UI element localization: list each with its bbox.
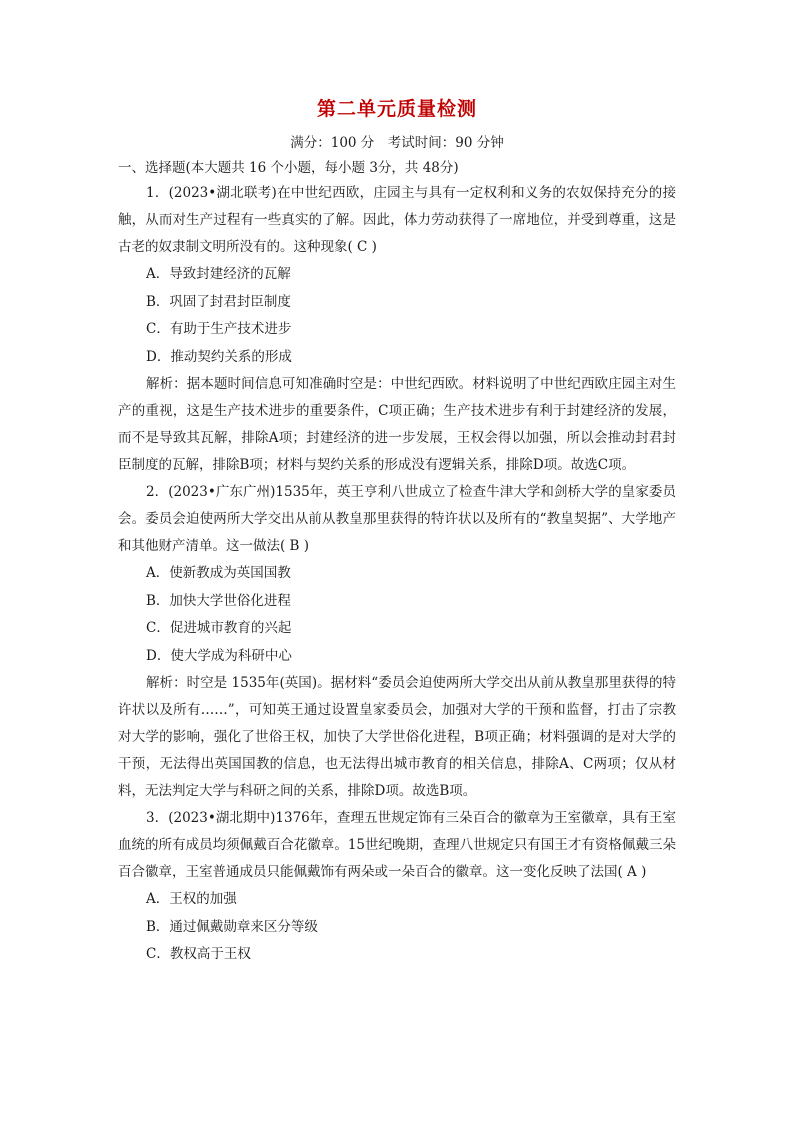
option-d: D．推动契约关系的形成	[146, 348, 292, 365]
option-b: B．通过佩戴勋章来区分等级	[146, 918, 318, 935]
option-b: B．巩固了封君封臣制度	[146, 293, 291, 310]
option-c: C．有助于生产技术进步	[146, 321, 292, 337]
option-d: D．使大学成为科研中心	[146, 647, 292, 664]
analysis: 解析：时空是 1535年(英国)。据材料“委员会迫使两所大学交出从前从教皇那里获得的特许状以及所有……”，可知英王通过设置皇家委员会，加强对大学的干预和监督，打击了宗教对大学的影响，强化了世俗王权，加快了大学世俗化进程，B项正确；材料强调的是对大学的干预，无法得出英国国教的信息，也无法得出城市教育的相关信息，排除A、C两项；仅从材料，无法判定大学与科研之间的关系，排除D项。故选B项。	[118, 675, 676, 799]
option-c: C．教权高于王权	[146, 946, 251, 962]
document-page	[118, 90, 676, 969]
option-a: A．使新教成为英国国教	[146, 565, 291, 581]
analysis: 解析：据本题时间信息可知准确时空是：中世纪西欧。材料说明了中世纪西欧庄园主对生产的重视，这是生产技术进步的重要条件，C项正确；生产技术进步有利于封建经济的发展，而不是导致其瓦解，排除A项；封建经济的进一步发展，王权会得以加强，所以会推动封君封臣制度的瓦解，排除B项；材料与契约关系的形成没有逻辑关系，排除D项。故选C项。	[118, 376, 676, 473]
question-stem: 2．(2023•广东广州)1535年，英王亨利八世成立了检查牛津大学和剑桥大学的皇家委员会。委员会迫使两所大学交出从前从教皇那里获得的特许状以及所有的“教皇契据”、大学地产和其他财产清单。这一做法( B )	[118, 484, 676, 554]
question-2	[118, 479, 676, 805]
option-a: A．导致封建经济的瓦解	[146, 266, 291, 282]
section-heading: 一、选择题(本大题共 16 个小题，每小题 3分，共 48分)	[118, 160, 459, 176]
option-c: C．促进城市教育的兴起	[146, 620, 292, 636]
question-1	[118, 180, 676, 479]
option-a: A．王权的加强	[146, 891, 237, 907]
question-stem: 1．(2023•湖北联考)在中世纪西欧，庄园主与具有一定权利和义务的农奴保持充分的接触，从而对生产过程有一些真实的了解。因此，体力劳动获得了一席地位，并受到尊重，这是古老的奴隶制文明所没有的。这种现象( C )	[118, 185, 676, 255]
exam-info: 满分：100 分 考试时间：90 分钟	[290, 135, 504, 151]
question-stem: 3．(2023•湖北期中)1376年，查理五世规定饰有三朵百合的徽章为王室徽章，具有王室血统的所有成员均须佩戴百合花徽章。15世纪晚期，查理八世规定只有国王才有资格佩戴三朵百合徽章，王室普通成员只能佩戴饰有两朵或一朵百合的徽章。这一变化反映了法国( A )	[118, 810, 676, 880]
question-3	[118, 805, 676, 969]
page-title: 第二单元质量检测	[316, 98, 477, 120]
option-b: B．加快大学世俗化进程	[146, 592, 291, 609]
